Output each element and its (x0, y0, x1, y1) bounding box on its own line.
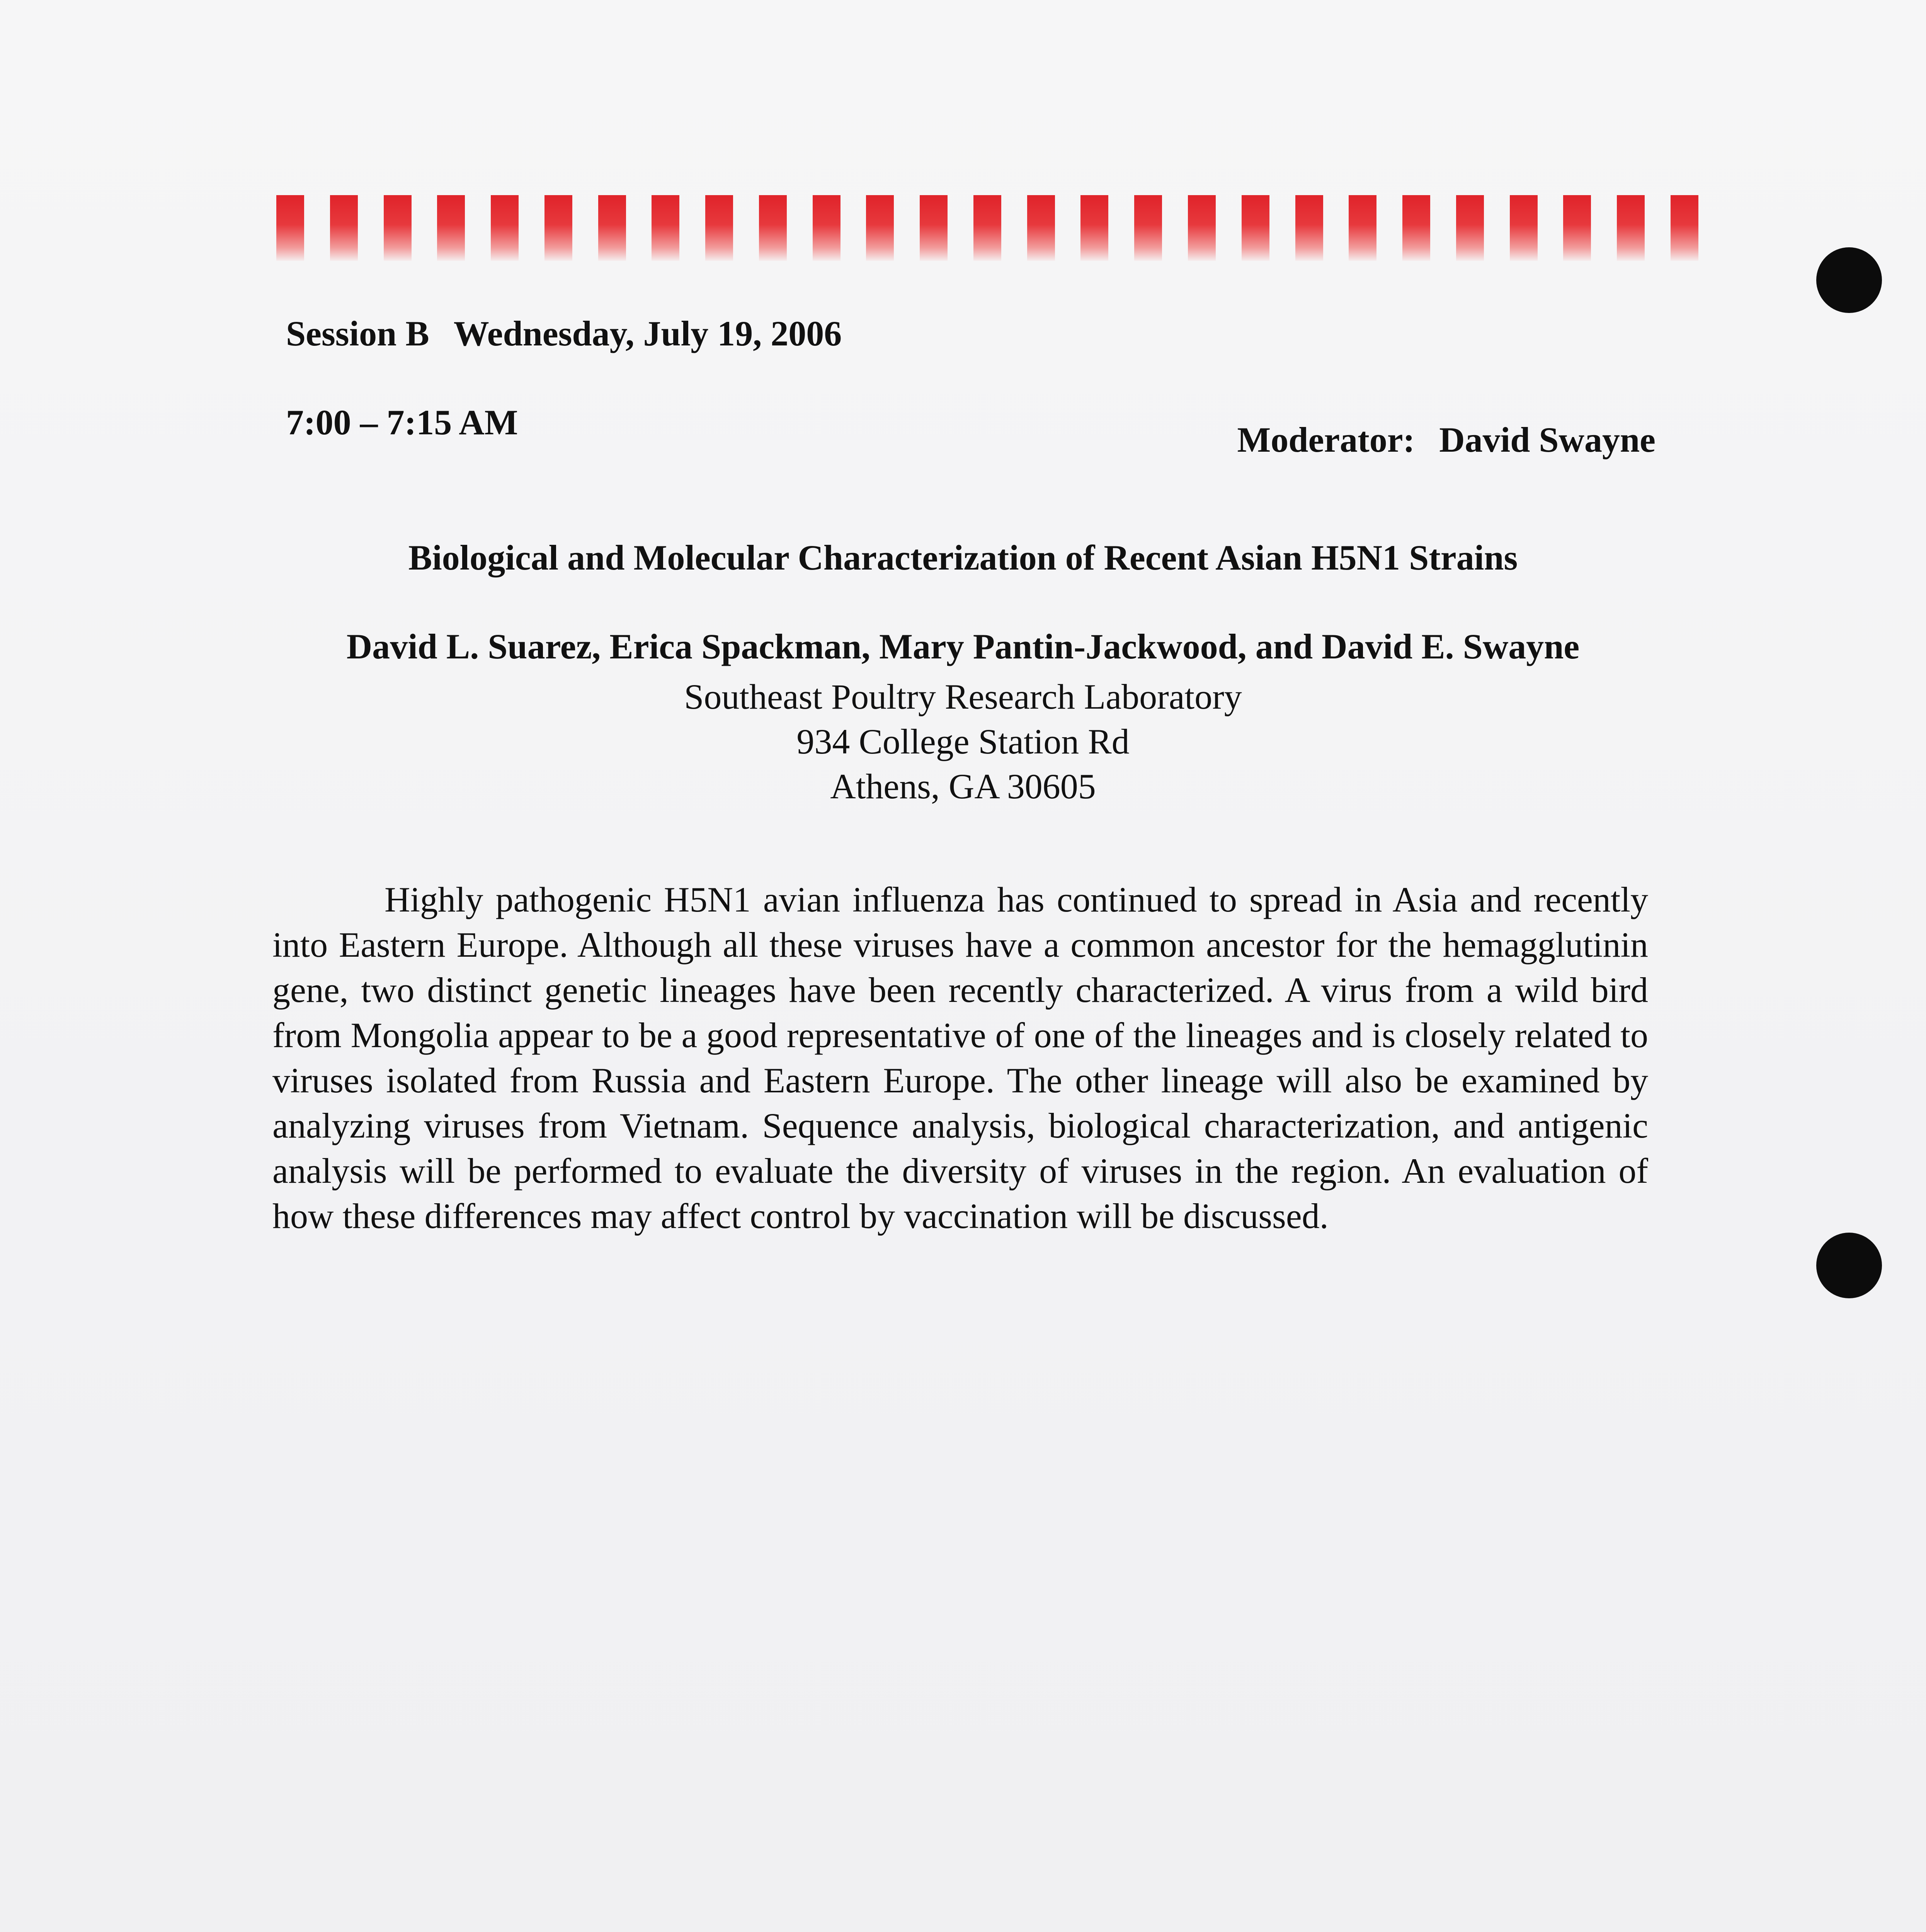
red-bar-block (1080, 195, 1108, 261)
red-bar-block (276, 195, 304, 261)
moderator (1237, 419, 1655, 460)
red-bar-block (759, 195, 787, 261)
author-list: David L. Suarez, Erica Spackman, Mary Pantin-Jackwood, and David E. Swayne (346, 627, 1580, 666)
abstract (272, 877, 1648, 1239)
moderator-label: Moderator: (1237, 420, 1415, 459)
red-bar-block (1563, 195, 1591, 261)
session-label: Session B (286, 314, 429, 353)
red-bar-block (598, 195, 626, 261)
red-bar-block (384, 195, 412, 261)
session-header (286, 313, 842, 354)
red-bar-block (1027, 195, 1055, 261)
red-bar-block (866, 195, 894, 261)
red-bar-block (437, 195, 465, 261)
paper-title: Biological and Molecular Characterization of Recent Asian H5N1 Strains (408, 538, 1518, 577)
red-bar-block (813, 195, 840, 261)
affiliation-city: Athens, GA 30605 (830, 767, 1096, 806)
moderator-name: David Swayne (1439, 420, 1655, 459)
red-bar-block (544, 195, 572, 261)
red-bar-block (1510, 195, 1538, 261)
session-time: 7:00 – 7:15 AM (286, 403, 518, 442)
session-date: Wednesday, July 19, 2006 (453, 314, 842, 353)
red-bar-block (1188, 195, 1216, 261)
affiliation-institution: Southeast Poultry Research Laboratory (684, 677, 1242, 716)
red-bar-block (1349, 195, 1376, 261)
red-bar-block (705, 195, 733, 261)
binder-hole (1816, 247, 1882, 313)
red-bar-block (1456, 195, 1484, 261)
red-bar-block (973, 195, 1001, 261)
red-bar-block (1671, 195, 1698, 261)
red-bar-block (1134, 195, 1162, 261)
affiliation-street: 934 College Station Rd (796, 722, 1130, 761)
red-bar-block (1295, 195, 1323, 261)
binder-hole (1816, 1233, 1882, 1298)
affiliation-block (0, 674, 1926, 809)
red-bar-block (920, 195, 948, 261)
red-bar-block (1242, 195, 1269, 261)
red-bar-block (330, 195, 358, 261)
red-bar-block (1617, 195, 1645, 261)
abstract-paragraph: Highly pathogenic H5N1 avian influenza has continued to spread in Asia and recently into Eastern Europe. Although all these viruses have a common ancestor for the hemagglutinin gene, two distinct genetic lineages have been recently characterized. A virus from a wild bird from Mongolia appear to be a good representative of one of the lineages and is closely related to viruses isolated from Russia and Eastern Europe. The other lineage will also be examined by analyzing viruses from Vietnam. Sequence analysis, biological characterization, and antigenic analysis will be performed to evaluate the diversity of viruses in the region. An evaluation of how these differences may affect control by vaccination will be discussed. (272, 880, 1648, 1236)
decorative-red-bar (276, 195, 1698, 261)
red-bar-block (1402, 195, 1430, 261)
red-bar-block (491, 195, 519, 261)
red-bar-block (652, 195, 679, 261)
